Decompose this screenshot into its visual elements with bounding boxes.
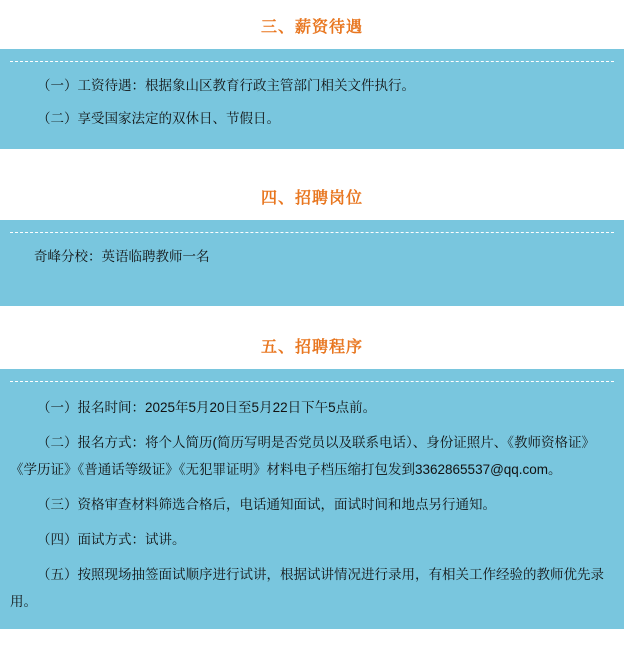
section-panel-inner-procedure xyxy=(10,381,614,615)
section-positions xyxy=(0,171,624,306)
section-heading-positions: 四、招聘岗位 xyxy=(260,190,363,207)
section-procedure xyxy=(0,320,624,629)
section-panel-inner-salary xyxy=(10,61,614,132)
salary-line-1: （一）工资待遇：根据象山区教育行政主管部门相关文件执行。 xyxy=(37,78,415,93)
procedure-line-3: （三）资格审查材料筛选合格后，电话通知面试，面试时间和地点另行通知。 xyxy=(37,497,496,512)
spacer-after-salary xyxy=(0,149,624,171)
section-panel-procedure xyxy=(0,369,624,629)
section-heading-procedure: 五、招聘程序 xyxy=(260,339,363,356)
procedure-line-5: （五）按照现场抽签面试顺序进行试讲，根据试讲情况进行录用，有相关工作经验的教师优先录用。 xyxy=(10,567,604,609)
section-panel-positions xyxy=(0,220,624,306)
salary-line-2: （二）享受国家法定的双休日、节假日。 xyxy=(37,110,280,126)
section-heading-salary: 三、薪资待遇 xyxy=(260,19,363,36)
spacer-after-positions xyxy=(0,306,624,320)
section-salary xyxy=(0,0,624,149)
procedure-line-4: （四）面试方式：试讲。 xyxy=(37,532,186,547)
section-panel-salary xyxy=(0,49,624,149)
section-panel-inner-positions xyxy=(10,232,614,270)
procedure-line-1: （一）报名时间：2025年5月20日至5月22日下午5点前。 xyxy=(37,400,377,415)
positions-line-1: 奇峰分校：英语临聘教师一名 xyxy=(34,249,210,264)
procedure-line-2: （二）报名方式：将个人简历(简历写明是否党员以及联系电话）、身份证照片、《教师资格证》《学历证》《普通话等级证》《无犯罪证明》材料电子档压缩打包发到3362865537@qq.com。 xyxy=(10,435,595,477)
